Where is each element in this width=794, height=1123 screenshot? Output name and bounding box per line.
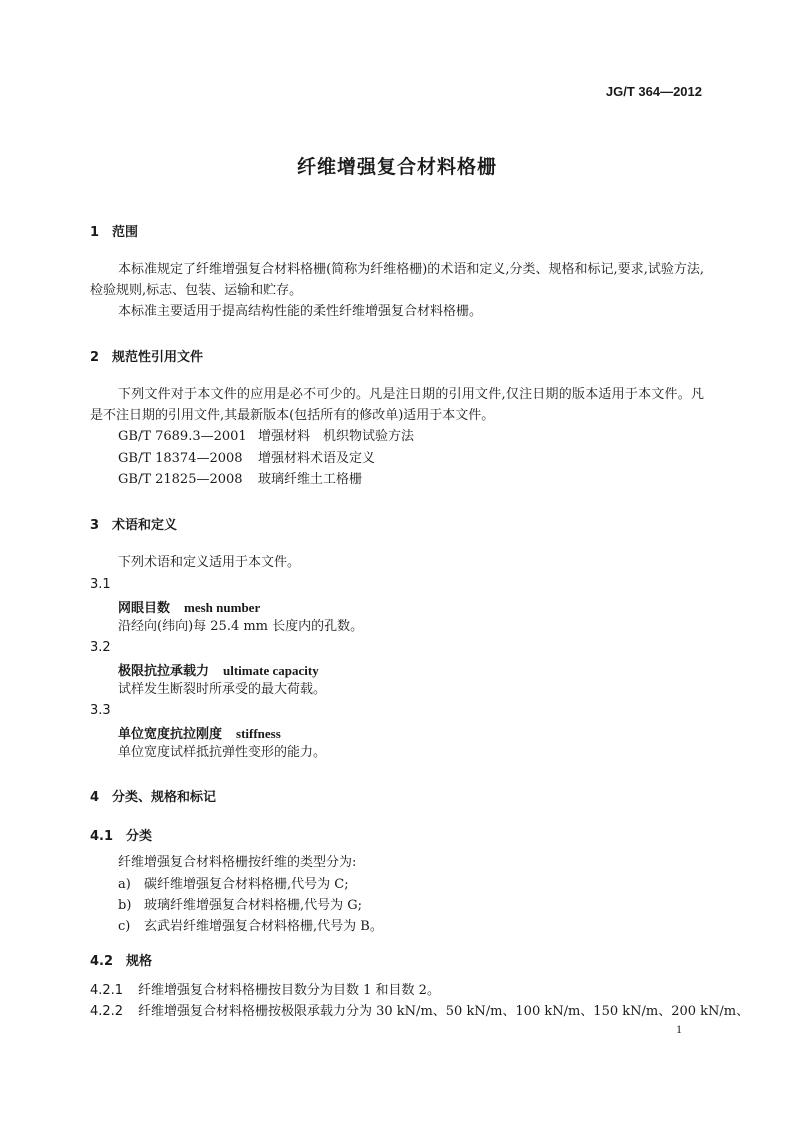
reference-item bbox=[118, 448, 375, 469]
section-3-heading bbox=[90, 514, 177, 533]
list-marker: a) bbox=[118, 877, 131, 892]
reference-item bbox=[118, 469, 362, 490]
term-number: 3.1 bbox=[90, 577, 111, 592]
subsection-4-2-heading bbox=[90, 950, 152, 969]
term-chinese: 极限抗拉承载力 bbox=[118, 664, 210, 679]
section-2-heading bbox=[90, 346, 203, 365]
section-1-paragraph-1: 本标准规定了纤维增强复合材料格栅(简称为纤维格栅)的术语和定义,分类、规格和标记,要求,试验方法,检验规则,标志、包装、运输和贮存。 bbox=[90, 262, 704, 298]
clause-4-2-1 bbox=[90, 979, 440, 998]
reference-code: GB/T 18374—2008 bbox=[118, 451, 243, 466]
term-chinese: 单位宽度抗拉刚度 bbox=[118, 727, 223, 742]
subsection-title: 分类 bbox=[126, 829, 153, 844]
section-2-paragraph-1: 下列文件对于本文件的应用是必不可少的。凡是注日期的引用文件,仅注日期的版本适用于本文件。凡是不注日期的引用文件,其最新版本(包括所有的修改单)适用于本文件。 bbox=[90, 387, 704, 423]
reference-name: 增强材料术语及定义 bbox=[258, 451, 376, 466]
clause-4-2-2 bbox=[90, 1000, 749, 1019]
section-title: 分类、规格和标记 bbox=[112, 790, 217, 805]
clause-text: 纤维增强复合材料格栅按极限承载力分为 30 kN/m、50 kN/m、100 kN/m、150 kN/m、200 kN/m、 bbox=[138, 1004, 750, 1019]
subsection-number: 4.1 bbox=[90, 829, 114, 844]
subsection-title: 规格 bbox=[126, 954, 153, 969]
reference-name: 增强材料 机织物试验方法 bbox=[258, 429, 415, 444]
standard-code: JG/T 364—2012 bbox=[605, 84, 702, 99]
clause-number: 4.2.2 bbox=[90, 1004, 124, 1019]
term-definition: 单位宽度试样抵抗弹性变形的能力。 bbox=[118, 745, 327, 760]
list-text: 碳纤维增强复合材料格栅,代号为 C; bbox=[144, 877, 349, 892]
term-number: 3.2 bbox=[90, 640, 111, 655]
reference-item bbox=[118, 426, 414, 447]
clause-number: 4.2.1 bbox=[90, 983, 124, 998]
document-title: 纤维增强复合材料格栅 bbox=[296, 156, 497, 178]
term-english: mesh number bbox=[184, 600, 261, 615]
section-1-paragraph-2: 本标准主要适用于提高结构性能的柔性纤维增强复合材料格栅。 bbox=[118, 304, 483, 319]
section-number: 1 bbox=[90, 225, 100, 240]
subsection-4-1-intro: 纤维增强复合材料格栅按纤维的类型分为: bbox=[118, 855, 357, 870]
term-heading bbox=[118, 597, 260, 616]
term-english: ultimate capacity bbox=[223, 663, 319, 678]
section-title: 规范性引用文件 bbox=[112, 350, 204, 365]
section-title: 范围 bbox=[112, 225, 139, 240]
section-4-heading bbox=[90, 786, 216, 805]
term-number: 3.3 bbox=[90, 703, 111, 718]
reference-name: 玻璃纤维土工格栅 bbox=[258, 472, 363, 487]
list-item bbox=[118, 874, 349, 895]
section-title: 术语和定义 bbox=[112, 518, 178, 533]
section-number: 4 bbox=[90, 790, 100, 805]
term-chinese: 网眼目数 bbox=[118, 601, 171, 616]
list-item bbox=[118, 895, 362, 916]
reference-code: GB/T 21825—2008 bbox=[118, 472, 243, 487]
reference-code: GB/T 7689.3—2001 bbox=[118, 429, 247, 444]
list-marker: b) bbox=[118, 898, 132, 913]
page-number: 1 bbox=[676, 1022, 682, 1036]
section-number: 2 bbox=[90, 350, 100, 365]
term-heading bbox=[118, 660, 319, 679]
term-english: stiffness bbox=[236, 726, 281, 741]
list-marker: c) bbox=[118, 919, 131, 934]
term-definition: 试样发生断裂时所承受的最大荷载。 bbox=[118, 682, 327, 697]
term-definition: 沿经向(纬向)每 25.4 mm 长度内的孔数。 bbox=[118, 619, 364, 634]
subsection-number: 4.2 bbox=[90, 954, 114, 969]
section-3-intro: 下列术语和定义适用于本文件。 bbox=[118, 555, 301, 570]
clause-text: 纤维增强复合材料格栅按目数分为目数 1 和目数 2。 bbox=[138, 983, 440, 998]
term-heading bbox=[118, 723, 281, 742]
list-item bbox=[118, 916, 383, 937]
list-text: 玻璃纤维增强复合材料格栅,代号为 G; bbox=[144, 898, 363, 913]
list-text: 玄武岩纤维增强复合材料格栅,代号为 B。 bbox=[144, 919, 383, 934]
subsection-4-1-heading bbox=[90, 825, 152, 844]
section-1-heading bbox=[90, 221, 138, 240]
section-number: 3 bbox=[90, 518, 100, 533]
